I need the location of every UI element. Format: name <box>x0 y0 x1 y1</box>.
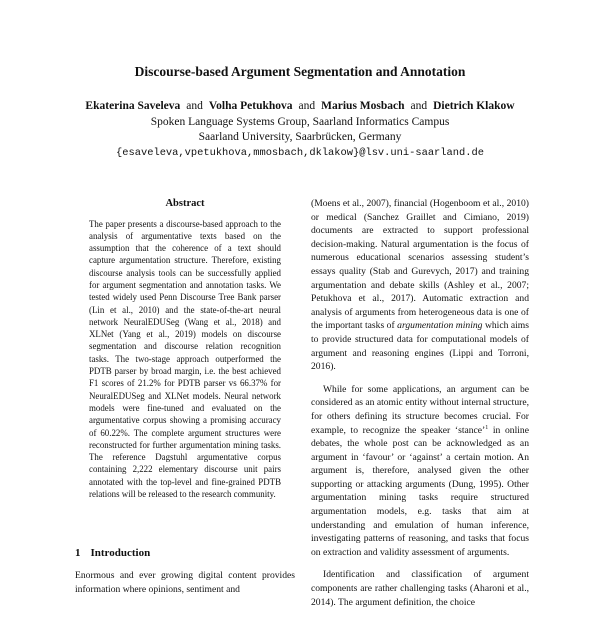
author-separator: and <box>186 100 203 112</box>
section-title: Introduction <box>90 547 151 559</box>
author-emails: {esaveleva,vpetukhova,mmosbach,dklakow}@lsv.uni-saarland.de <box>116 146 484 159</box>
affiliation-line: Spoken Language Systems Group, Saarland Informatics Campus <box>150 115 450 128</box>
text-run: which aims to provide structured data for computational models of argument and reasoning engines (Lippi and Torroni, 2016). <box>311 320 529 373</box>
introduction-text: Enormous and ever growing digital content provides information where opinions, sentiment and <box>75 570 295 595</box>
abstract-section <box>75 197 295 500</box>
paper-title: Discourse-based Argument Segmentation and Annotation <box>134 64 466 79</box>
text-run: (Moens et al., 2007), financial (Hogenboom et al., 2010) or medical (Sanchez Graillet and Cimiano, 2019) documents are extracted to support professional decision-making. Natural argumentation is the focus of numerous educational scenarios assessing student’s essays quality (Stab and Gurevych, 2017) and training argumentation and debate skills (Ashley et al., 2007; Petukhova et al., 2017). Automatic extraction and analysis of arguments from heterogeneous data is one of the important tasks of <box>311 198 529 332</box>
abstract-text: The paper presents a discourse-based approach to the analysis of argumentative texts based on the assumption that the coherence of a text should capture argumentation structure. Therefore, existing discourse analysis tools can be successfully applied for argument segmentation and annotation tasks. We tested widely used Penn Discourse Tree Bank parser (Lin et al., 2010) and the state-of-the-art neural network NeuralEDUSeg (Wang et al., 2018) and XLNet (Yang et al., 2019) models on discourse segmentation and discourse relation recognition tasks. The two-stage approach outperformed the PDTB parser by broad margin, i.e. the best achieved F1 scores of 21.2% for PDTB parser vs 66.37% for NeuralEDUSeg and XLNet models. Neural network models were fine-tuned and evaluated on the argumentative corpus showing a promising accuracy of 60.22%. The complete argument structures were reconstructed for further argumentation mining tasks. The reference Dagstuhl argumentative corpus containing 2,222 elementary discourse unit pairs annotated with the top-level and fine-grained PDTB relations will be released to the research community. <box>89 218 281 500</box>
paragraph <box>311 197 529 374</box>
author-separator: and <box>298 100 316 112</box>
paragraph <box>311 383 529 560</box>
text-run: in online debates, the whole post can be acknowledged as an argument in ‘favour’ or ‘against’ a certain motion. An argument is, therefore, analysed given the other supporting or attacking arguments (Dung, 1995). Other argumentation mining tasks require structured argumentation models, e.g. tasks that aim at understanding and emulation of human inference, investigating patterns of reasoning, and tasks that focus on extraction and validity assessment of arguments. <box>311 424 529 558</box>
right-column-text <box>311 197 529 618</box>
section-number: 1 <box>75 547 81 559</box>
author-name: Ekaterina Saveleva <box>85 100 181 112</box>
text-run: While for some applications, an argument can be considered as an atomic entity without internal structure, for others defining its structure becomes crucial. For example, to recognize the speaker ‘stance’ <box>311 383 529 436</box>
affiliation-line: Saarland University, Saarbrücken, Germany <box>198 131 402 143</box>
footnote-marker: 1 <box>485 424 489 431</box>
author-name: Dietrich Klakow <box>433 100 515 112</box>
author-names <box>0 99 600 115</box>
author-name: Marius Mosbach <box>321 100 405 112</box>
author-separator: and <box>410 100 428 112</box>
section-heading-introduction <box>75 547 150 559</box>
emphasized-term: argumentation mining <box>397 320 483 332</box>
paragraph: Identification and classification of argument components are rather challenging tasks (Aharoni et al., 2014). The argument definition, the choice <box>311 569 529 608</box>
author-block <box>0 99 600 161</box>
abstract-heading: Abstract <box>165 198 205 209</box>
author-name: Volha Petukhova <box>208 100 293 112</box>
